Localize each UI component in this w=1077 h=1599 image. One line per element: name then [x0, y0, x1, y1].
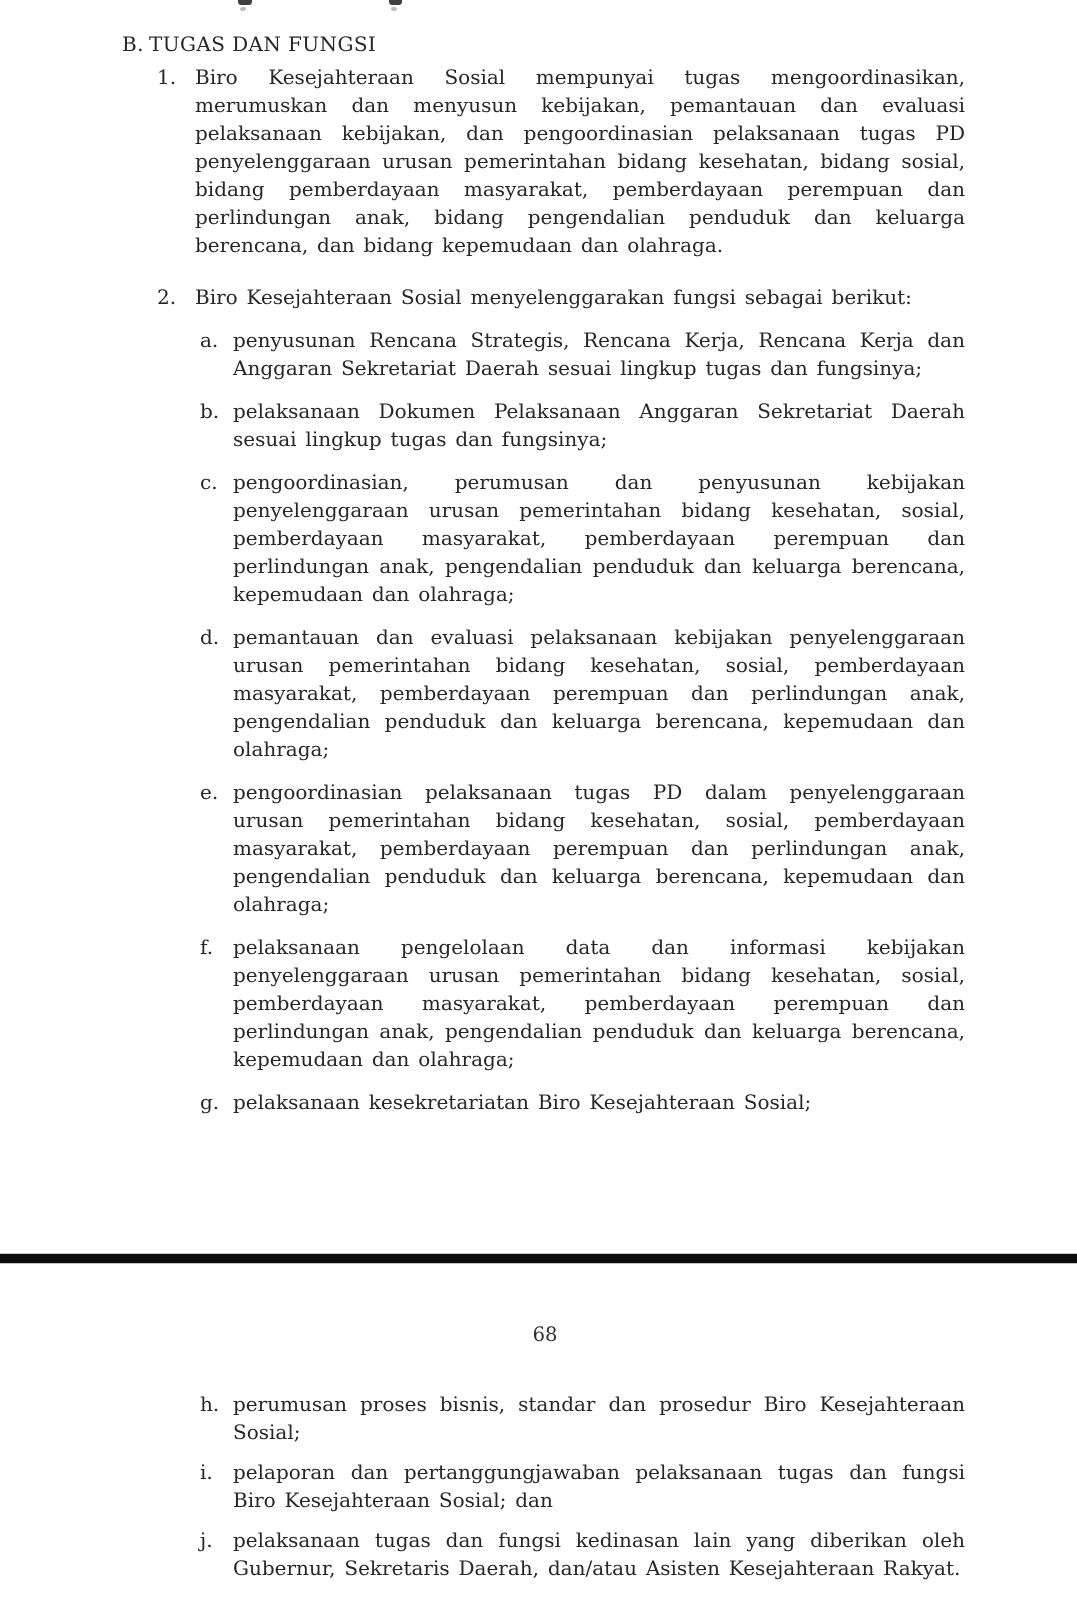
cutoff-text-fragment — [389, 0, 402, 5]
cutoff-text-fragment — [238, 0, 252, 5]
page-break-bar — [0, 1253, 1077, 1264]
function-item-d — [200, 623, 965, 763]
item-marker: d. — [200, 625, 220, 649]
cutoff-text-fragment — [391, 7, 397, 11]
function-item-f — [200, 933, 965, 1073]
item-marker: h. — [200, 1392, 220, 1416]
item-text: Biro Kesejahteraan Sosial mempunyai tugas mengoordinasikan, merumuskan dan menyusun kebijakan, pemantauan dan evaluasi pelaksanaan kebijakan, dan pengoordinasian pelaksanaan tugas PD penyelenggaraan urusan pemerintahan bidang kesehatan, bidang sosial, bidang pemberdayaan masyarakat, pemberdayaan perempuan dan perlindungan anak, bidang pengendalian penduduk dan keluarga berencana, dan bidang kepemudaan dan olahraga. — [195, 65, 965, 257]
item-marker: b. — [200, 399, 220, 423]
section-marker: B. — [122, 32, 144, 56]
numbered-item-2 — [157, 283, 965, 311]
item-marker: 1. — [157, 65, 177, 89]
function-item-g — [200, 1088, 965, 1116]
item-marker: g. — [200, 1090, 220, 1114]
item-marker: f. — [200, 935, 214, 959]
item-text: pengoordinasian, perumusan dan penyusunan kebijakan penyelenggaraan urusan pemerintahan bidang kesehatan, sosial, pemberdayaan masyarakat, pemberdayaan perempuan dan perlindungan anak, pengendalian penduduk dan keluarga berencana, kepemudaan dan olahraga; — [233, 470, 965, 606]
item-marker: e. — [200, 780, 219, 804]
page-1-content — [157, 63, 965, 1116]
item-text: pemantauan dan evaluasi pelaksanaan kebijakan penyelenggaraan urusan pemerintahan bidang kesehatan, sosial, pemberdayaan masyarakat, pemberdayaan perempuan dan perlindungan anak, pengendalian penduduk dan keluarga berencana, kepemudaan dan olahraga; — [233, 625, 965, 761]
item-marker: i. — [200, 1460, 213, 1484]
function-item-h — [200, 1390, 965, 1446]
item-text: pengoordinasian pelaksanaan tugas PD dalam penyelenggaraan urusan pemerintahan bidang kesehatan, sosial, pemberdayaan masyarakat, pemberdayaan perempuan dan perlindungan anak, pengendalian penduduk dan keluarga berencana, kepemudaan dan olahraga; — [233, 780, 965, 916]
function-item-e — [200, 778, 965, 918]
page-2-content — [157, 1390, 965, 1582]
numbered-item-1 — [157, 63, 965, 259]
item-text: pelaksanaan Dokumen Pelaksanaan Anggaran Sekretariat Daerah sesuai lingkup tugas dan fungsinya; — [233, 399, 965, 451]
item-text: Biro Kesejahteraan Sosial menyelenggarakan fungsi sebagai berikut: — [195, 285, 912, 309]
function-item-a — [200, 326, 965, 382]
page-number: 68 — [532, 1323, 558, 1346]
function-item-i — [200, 1458, 965, 1514]
section-title: TUGAS DAN FUNGSI — [149, 32, 377, 56]
item-text: pelaporan dan pertanggungjawaban pelaksanaan tugas dan fungsi Biro Kesejahteraan Sosial; dan — [233, 1460, 965, 1512]
function-item-b — [200, 397, 965, 453]
function-item-j — [200, 1526, 965, 1582]
cutoff-text-fragment — [240, 7, 246, 11]
item-marker: j. — [200, 1528, 213, 1552]
function-item-c — [200, 468, 965, 608]
item-text: penyusunan Rencana Strategis, Rencana Kerja, Rencana Kerja dan Anggaran Sekretariat Daerah sesuai lingkup tugas dan fungsinya; — [233, 328, 965, 380]
section-heading — [122, 30, 376, 58]
item-marker: a. — [200, 328, 219, 352]
item-text: pelaksanaan kesekretariatan Biro Kesejahteraan Sosial; — [233, 1090, 812, 1114]
item-marker: 2. — [157, 285, 177, 309]
item-text: perumusan proses bisnis, standar dan prosedur Biro Kesejahteraan Sosial; — [233, 1392, 965, 1444]
item-text: pelaksanaan tugas dan fungsi kedinasan lain yang diberikan oleh Gubernur, Sekretaris Daerah, dan/atau Asisten Kesejahteraan Rakyat. — [233, 1528, 965, 1580]
item-marker: c. — [200, 470, 218, 494]
item-text: pelaksanaan pengelolaan data dan informasi kebijakan penyelenggaraan urusan pemerintahan bidang kesehatan, sosial, pemberdayaan masyarakat, pemberdayaan perempuan dan perlindungan anak, pengendalian penduduk dan keluarga berencana, kepemudaan dan olahraga; — [233, 935, 965, 1071]
